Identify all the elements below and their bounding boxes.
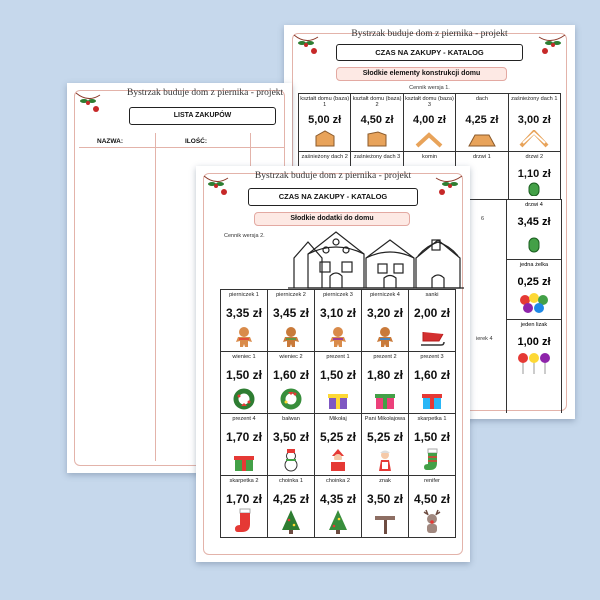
catalog-item: jeden lizak 1,00 zł — [507, 319, 561, 379]
catalog-item: wieniec 2 1,60 zł — [268, 352, 315, 414]
gummy-icon — [519, 292, 549, 314]
signpost-icon — [373, 510, 397, 534]
price-version: Cennik wersja 1. — [409, 85, 450, 91]
gift-icon — [327, 390, 349, 410]
catalog-right-column — [506, 199, 562, 413]
catalog-sheet-2 — [196, 166, 470, 562]
catalog-subheading: Słodkie elementy konstrukcji domu — [336, 67, 507, 81]
catalog-item: prezent 4 1,70 zł — [221, 414, 268, 476]
catalog-item: wieniec 1 1,50 zł — [221, 352, 268, 414]
header-line — [79, 147, 284, 148]
sleigh-icon — [419, 328, 445, 348]
gingerbread-man-icon — [282, 326, 300, 348]
house-base-icon — [366, 130, 388, 148]
gingerbread-man-icon — [376, 326, 394, 348]
gift-icon — [374, 390, 396, 410]
stocking-icon — [422, 448, 442, 472]
catalog-item: znak 3,50 zł — [362, 476, 409, 538]
catalog-item: bałwan 3,50 zł — [268, 414, 315, 476]
catalog-item: pierniczek 3 3,10 zł — [315, 290, 362, 352]
door-icon — [528, 182, 540, 196]
catalog-subheading: Słodkie dodatki do domu — [254, 212, 410, 226]
snow-roof-icon — [519, 130, 549, 148]
column-name-header: NAZWA: — [97, 138, 123, 145]
catalog-item: zaśnieżony dach 3 — [351, 152, 403, 200]
santa-icon — [328, 448, 348, 472]
roof-icon — [467, 132, 497, 148]
tree-icon — [280, 508, 302, 534]
catalog-item: pierniczek 2 3,45 zł — [268, 290, 315, 352]
sheet-title: Bystrzak buduje dom z piernika - projekt — [127, 88, 284, 98]
catalog-item: kształt domu (baza) 2 4,50 zł — [351, 94, 403, 152]
catalog-item: drzwi 1 — [456, 152, 508, 200]
catalog-item: prezent 2 1,80 zł — [362, 352, 409, 414]
catalog-item: pierniczek 1 3,35 zł — [221, 290, 268, 352]
gingerbread-man-icon — [235, 326, 253, 348]
gift-icon — [421, 390, 443, 410]
gift-icon — [233, 452, 255, 472]
house-base-icon — [314, 130, 336, 148]
partial-label: ierek 4 — [476, 336, 493, 342]
gingerbread-houses-icon — [286, 228, 466, 290]
catalog-item: sanki 2,00 zł — [409, 290, 456, 352]
price-version: Cennik wersja 2. — [224, 233, 265, 239]
roof-icon — [415, 132, 443, 148]
catalog-item: Mikołaj 5,25 zł — [315, 414, 362, 476]
catalog-item: renifer 4,50 zł — [409, 476, 456, 538]
partial-label: 6 — [481, 216, 485, 222]
catalog-heading: CZAS NA ZAKUPY - KATALOG — [336, 44, 523, 61]
holly-ornament-icon — [434, 172, 464, 198]
catalog-item: drzwi 4 3,45 zł — [507, 199, 561, 260]
holly-ornament-icon — [74, 89, 104, 115]
catalog-item: dach 4,25 zł — [456, 94, 508, 152]
catalog-grid-2 — [220, 289, 456, 538]
snowman-icon — [281, 448, 301, 472]
sheet-title: Bystrzak buduje dom z piernika - projekt — [351, 29, 508, 39]
catalog-item: zaśnieżony dach 1 3,00 zł — [509, 94, 561, 152]
catalog-item: jedna żelka 0,25 zł — [507, 259, 561, 320]
catalog-item: kształt domu (baza) 1 5,00 zł — [299, 94, 351, 152]
holly-ornament-icon — [537, 31, 567, 57]
catalog-heading: CZAS NA ZAKUPY - KATALOG — [248, 188, 418, 206]
stocking-icon — [233, 508, 255, 534]
door-icon — [528, 237, 540, 253]
column-divider — [155, 133, 156, 461]
wreath-icon — [233, 388, 255, 410]
sheet-title: Bystrzak buduje dom z piernika - projekt — [254, 171, 412, 181]
wreath-icon — [280, 388, 302, 410]
catalog-item: drzwi 2 1,10 zł — [509, 152, 561, 200]
holly-ornament-icon — [202, 172, 232, 198]
catalog-item: choinka 1 4,25 zł — [268, 476, 315, 538]
catalog-item: zaśnieżony dach 2 — [299, 152, 351, 200]
catalog-item: komin — [404, 152, 456, 200]
column-quantity-header: ILOŚĆ: — [185, 138, 208, 145]
catalog-item: choinka 2 4,35 zł — [315, 476, 362, 538]
reindeer-icon — [421, 508, 443, 534]
catalog-item: prezent 3 1,60 zł — [409, 352, 456, 414]
catalog-item: pierniczek 4 3,20 zł — [362, 290, 409, 352]
mrs-claus-icon — [375, 448, 395, 472]
catalog-item: prezent 1 1,50 zł — [315, 352, 362, 414]
catalog-item: skarpetka 1 1,50 zł — [409, 414, 456, 476]
list-heading: LISTA ZAKUPÓW — [129, 107, 276, 125]
lollipop-icon — [517, 352, 551, 374]
holly-ornament-icon — [292, 31, 322, 57]
gingerbread-man-icon — [329, 326, 347, 348]
catalog-item: kształt domu (baza) 3 4,00 zł — [404, 94, 456, 152]
tree-icon — [327, 508, 349, 534]
catalog-item: skarpetka 2 1,70 zł — [221, 476, 268, 538]
catalog-item: Pani Mikołajowa 5,25 zł — [362, 414, 409, 476]
